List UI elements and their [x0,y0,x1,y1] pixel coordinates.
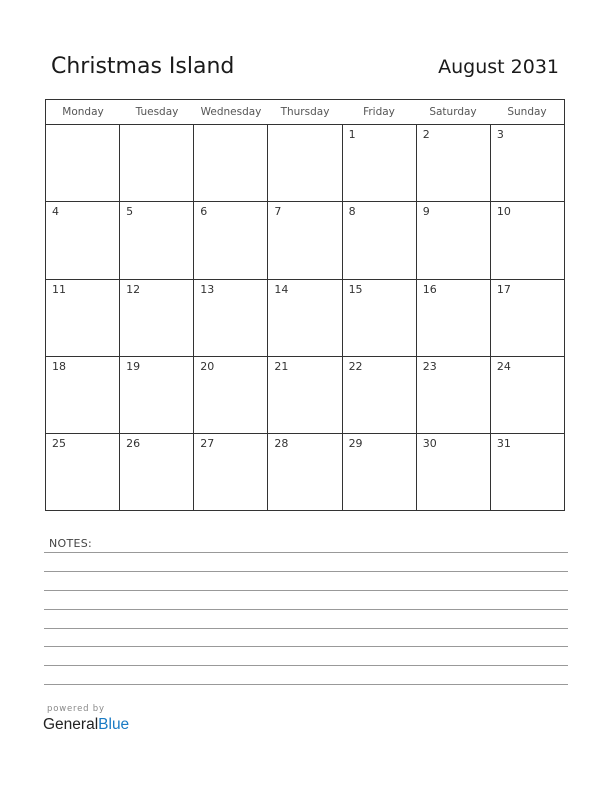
day-number: 11 [52,283,66,296]
page-title: Christmas Island [51,54,235,79]
day-number: 28 [274,437,289,450]
day-cell[interactable] [194,202,268,279]
day-cell[interactable] [268,202,342,279]
day-number: 8 [348,205,356,218]
week-row-3 [46,280,564,357]
day-number: 16 [422,283,437,296]
day-cell[interactable] [343,280,417,356]
day-cell[interactable] [120,357,194,433]
day-cell[interactable] [120,280,194,356]
day-number: 29 [348,437,363,450]
month-year-label: August 2031 [438,56,559,78]
day-number: 19 [126,360,141,373]
day-number: 25 [52,437,66,450]
day-number: 5 [126,205,134,218]
day-cell[interactable] [491,202,564,279]
weekday-thursday: Thursday [280,106,330,118]
day-number: 21 [274,360,289,373]
note-line[interactable] [44,646,568,647]
day-cell[interactable] [343,434,417,510]
note-line[interactable] [44,665,568,666]
calendar-grid [45,99,565,511]
day-cell[interactable] [417,434,491,510]
day-number: 14 [274,283,289,296]
day-number: 9 [422,205,430,218]
day-number: 3 [496,128,504,141]
day-number: 22 [348,360,363,373]
note-line[interactable] [44,571,568,572]
day-number: 1 [348,128,356,141]
brand-general-text: General [43,716,99,733]
day-cell[interactable] [491,280,564,356]
day-number: 17 [496,283,511,296]
weekday-wednesday: Wednesday [200,106,262,118]
powered-by-label: powered by [47,704,105,714]
weekday-friday: Friday [363,106,395,118]
day-cell[interactable] [268,357,342,433]
weekday-tuesday: Tuesday [135,106,179,118]
day-number: 7 [274,205,282,218]
brand-blue-text: Blue [98,716,130,733]
day-number: 10 [496,205,511,218]
day-cell[interactable] [46,125,120,201]
day-cell[interactable] [194,357,268,433]
day-cell[interactable] [194,434,268,510]
week-row-1 [46,125,564,202]
day-cell[interactable] [268,280,342,356]
day-cell[interactable] [268,434,342,510]
day-number: 26 [126,437,141,450]
day-cell[interactable] [46,357,120,433]
day-cell[interactable] [46,202,120,279]
note-line[interactable] [44,628,568,629]
weekday-monday: Monday [62,106,104,118]
day-cell[interactable] [194,280,268,356]
day-cell[interactable] [46,434,120,510]
day-number: 31 [496,437,511,450]
week-row-2 [46,202,564,280]
day-cell[interactable] [120,202,194,279]
day-cell[interactable] [417,280,491,356]
day-number: 30 [422,437,437,450]
note-line[interactable] [44,552,568,553]
day-number: 6 [200,205,208,218]
week-row-5 [46,434,564,510]
day-cell[interactable] [491,357,564,433]
day-number: 18 [52,360,66,373]
day-cell[interactable] [491,125,564,201]
notes-label: NOTES: [49,537,93,550]
day-cell[interactable] [417,125,491,201]
week-row-4 [46,357,564,434]
weekday-header-row [46,100,564,125]
day-cell[interactable] [120,434,194,510]
day-number: 15 [348,283,363,296]
day-cell[interactable] [268,125,342,201]
day-number: 12 [126,283,141,296]
brand-logo[interactable] [43,716,129,734]
weekday-saturday: Saturday [429,106,477,118]
day-cell[interactable] [417,357,491,433]
day-cell[interactable] [343,125,417,201]
day-cell[interactable] [343,202,417,279]
day-cell[interactable] [491,434,564,510]
day-cell[interactable] [120,125,194,201]
day-cell[interactable] [194,125,268,201]
day-number: 2 [422,128,430,141]
day-number: 24 [496,360,511,373]
day-number: 20 [200,360,215,373]
note-line[interactable] [44,609,568,610]
day-cell[interactable] [417,202,491,279]
day-cell[interactable] [343,357,417,433]
day-number: 4 [52,205,59,218]
note-line[interactable] [44,590,568,591]
day-number: 13 [200,283,215,296]
day-number: 27 [200,437,215,450]
note-line[interactable] [44,684,568,685]
weekday-sunday: Sunday [507,106,547,118]
day-number: 23 [422,360,437,373]
day-cell[interactable] [46,280,120,356]
